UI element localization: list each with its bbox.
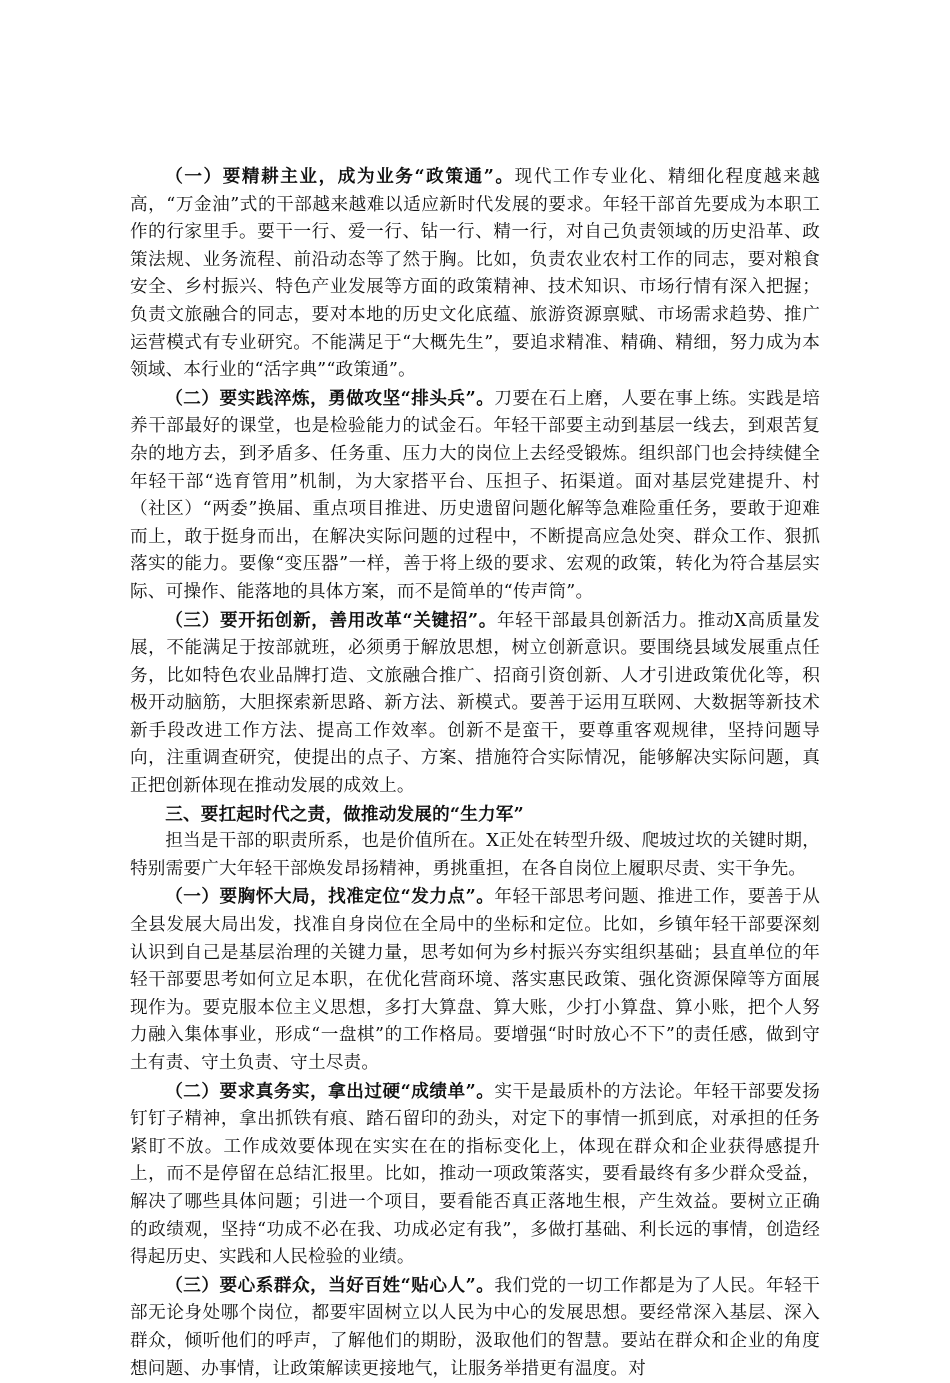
paragraph-lead: （三）要心系群众，当好百姓“贴心人”。 bbox=[165, 1274, 495, 1296]
paragraph-text: 年轻干部思考问题、推进工作，要善于从全县发展大局出发，找准自身岗位在全局中的坐标和定位。比如，乡镇年轻干部要深刻认识到自己是基层治理的关键力量，思考如何为乡村振兴夯实组织基础；县直单位的年轻干部要思考如何立足本职，在优化营商环境、落实惠民政策、强化资源保障等方面展现作为。要克服本位主义思想，多打大算盘、算大账，少打小算盘、算小账，把个人努力融入集体事业，形成“一盘棋”的工作格局。要增强“时时放心不下”的责任感，做到守土有责、守土负责、守土尽责。 bbox=[130, 887, 820, 1073]
paragraph-1 bbox=[130, 163, 820, 385]
section-heading: 三、要扛起时代之责，做推动发展的“生力军” bbox=[165, 803, 524, 825]
paragraph-lead: （一）要胸怀大局，找准定位“发力点”。 bbox=[165, 886, 495, 908]
paragraph-text: 实干是最质朴的方法论。年轻干部要发扬钉钉子精神，拿出抓铁有痕、踏石留印的劲头，对定下的事情一抓到底，对承担的任务紧盯不放。工作成效要体现在实实在在的指标变化上，体现在群众和企业获得感提升上，而不是停留在总结汇报里。比如，推动一项政策落实，要看最终有多少群众受益，解决了哪些具体问题；引进一个项目，要看能否真正落地生根，产生效益。要树立正确的政绩观，坚持“功成不必在我、功成必定有我”，多做打基础、利长远的事情，创造经得起历史、实践和人民检验的业绩。 bbox=[130, 1081, 820, 1268]
paragraph-text: 年轻干部最具创新活力。推动X高质量发展，不能满足于按部就班，必须勇于解放思想，树立创新意识。要围绕县域发展重点任务，比如特色农业品牌打造、文旅融合推广、招商引资创新、人才引进政策优化等，积极开动脑筋，大胆探索新思路、新方法、新模式。要善于运用互联网、大数据等新技术新手段改进工作方法、提高工作效率。创新不是蛮干，要尊重客观规律，坚持问题导向，注重调查研究，使提出的点子、方案、措施符合实际情况，能够解决实际问题，真正把创新体现在推动发展的成效上。 bbox=[130, 610, 820, 797]
paragraph-lead: （一）要精耕主业，成为业务“政策通”。 bbox=[165, 166, 515, 187]
paragraph-text: 现代工作专业化、精细化程度越来越高，“万金油”式的干部越来越难以适应新时代发展的要求。年轻干部首先要成为本职工作的行家里手。要干一行、爱一行、钻一行、精一行，对自己负责领域的历史沿革、政策法规、业务流程、前沿动态等了然于胸。比如，负责农业农村工作的同志，要对粮食安全、乡村振兴、特色产业发展等方面的政策精神、技术知识、市场行情有深入把握；负责文旅融合的同志，要对本地的历史文化底蕴、旅游资源禀赋、市场需求趋势、推广运营模式有专业研究。不能满足于“大概先生”，要追求精准、精确、精细，努力成为本领域、本行业的“活字典”“政策通”。 bbox=[130, 167, 821, 381]
paragraph-lead: （二）要求真务实，拿出过硬“成绩单”。 bbox=[165, 1080, 495, 1102]
section-paragraph-3 bbox=[130, 1272, 820, 1383]
paragraph-text: 刀要在石上磨，人要在事上练。实践是培养干部最好的课堂，也是检验能力的试金石。年轻干部要主动到基层一线去，到艰苦复杂的地方去，到矛盾多、任务重、压力大的岗位上去经受锻炼。组织部门也会持续健全年轻干部“选育管用”机制，为大家搭平台、压担子、拓渠道。面对基层党建提升、村（社区）“两委”换届、重点项目推进、历史遗留问题化解等急难险重任务，要敢于迎难而上，敢于挺身而出，在解决实际问题的过程中，不断提高应急处突、群众工作、狠抓落实的能力。要像“变压器”一样，善于将上级的要求、宏观的政策，转化为符合基层实际、可操作、能落地的具体方案，而不是简单的“传声筒”。 bbox=[130, 388, 820, 602]
paragraph-2 bbox=[130, 385, 820, 607]
section-intro: 担当是干部的职责所系，也是价值所在。X正处在转型升级、爬坡过坎的关键时期，特别需要广大年轻干部焕发昂扬精神，勇挑重担，在各自岗位上履职尽责、实干争先。 bbox=[130, 831, 820, 879]
paragraph-3 bbox=[130, 607, 820, 801]
paragraph-text: 我们党的一切工作都是为了人民。年轻干部无论身处哪个岗位，都要牢固树立以人民为中心的发展思想。要经常深入基层、深入群众，倾听他们的呼声，了解他们的期盼，汲取他们的智慧。要站在群众和企业的角度想问题、办事情，让政策解读更接地气，让服务举措更有温度。对 bbox=[130, 1275, 820, 1379]
paragraph-lead: （二）要实践淬炼，勇做攻坚“排头兵”。 bbox=[165, 387, 495, 409]
section-paragraph-2 bbox=[130, 1078, 820, 1272]
paragraph-lead: （三）要开拓创新，善用改革“关键招”。 bbox=[165, 609, 497, 631]
section-paragraph-1 bbox=[130, 883, 820, 1077]
document-body bbox=[130, 163, 820, 1383]
